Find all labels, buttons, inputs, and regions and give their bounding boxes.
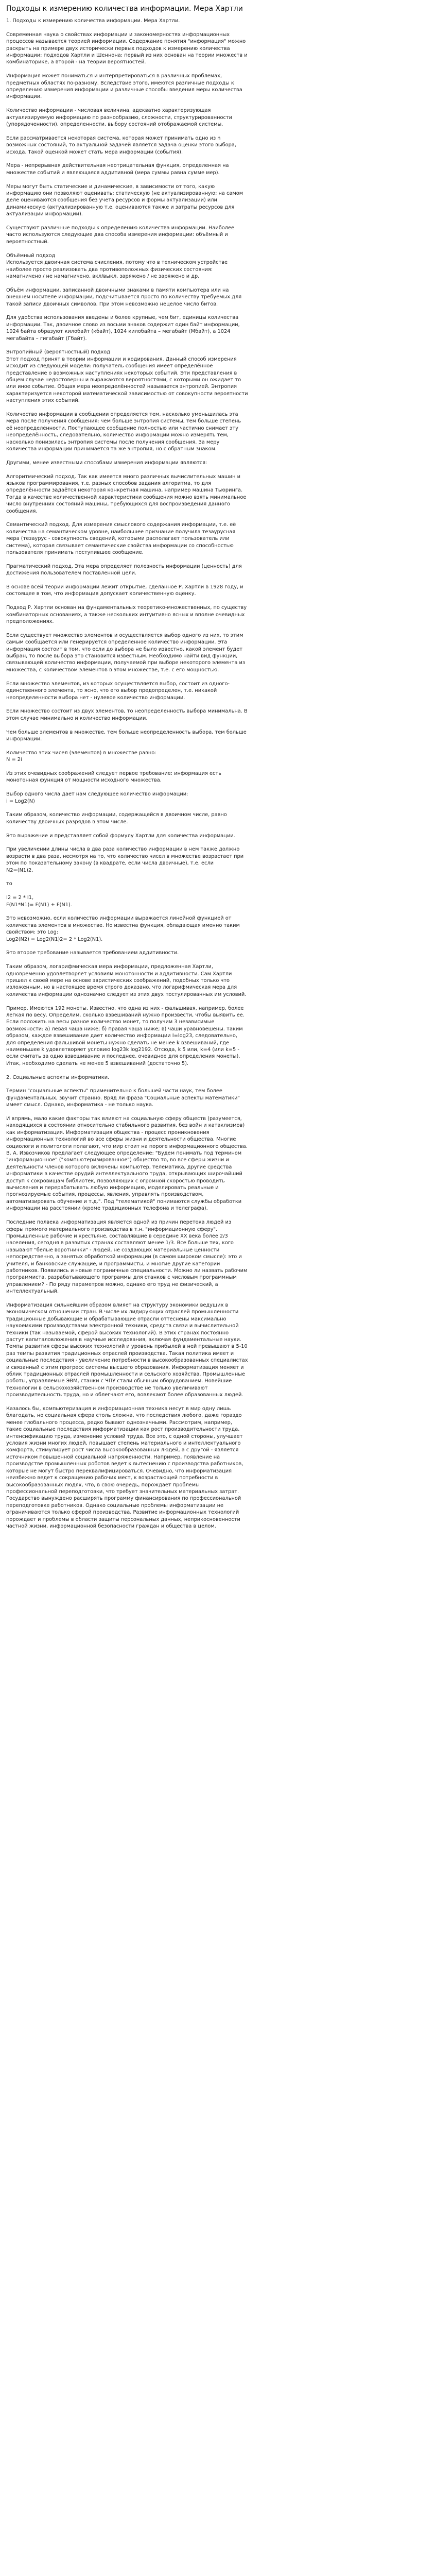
- paragraph: то: [6, 881, 12, 887]
- paragraph: Мера - непрерывная действительная неотрицательная функция, определенная на множестве событий и являющаяся аддитивной (мера суммы равна сумме мер).: [6, 163, 229, 176]
- paragraph: Это выражение и представляет собой формулу Хартли для количества информации.: [6, 833, 235, 839]
- paragraph: Из этих очевидных соображений следует первое требование: информация есть монотонная функция от мощности исходного множества.: [6, 770, 221, 784]
- paragraph: Если множество состоит из двух элементов, то неопределенность выбора минимальна. В этом случае минимально и количество информации.: [6, 708, 248, 721]
- section-heading: 1. Подходы к измерению количества информации. Мера Хартли.: [6, 18, 180, 24]
- paragraph: Казалось бы, компьютеризация и информационная техника несут в мир одну лишь благодать, но социальная сфера столь сложна, что последствия любого, даже гораздо менее глобального процесса, редко бывают однозначными. Рассмотрим, например, такие социальные последствия информатизации как рост производительности труда, интенсификацию труда, изменение условий труда. Все это, с одной стороны, улучшает условия жизни многих людей, повышает степень материального и интеллектуального комфорта, стимулирует рост числа высокообразованных людей, а с другой - является источником повышенной социальной напряженности. Например, появление на производстве промышленных роботов ведет к вытеснению с производства работников, которые не могут быстро переквалифицироваться. Очевидно, что информатизация неизбежно ведет к сокращению рабочих мест, к возрастающей потребности в высокообразованных людях, что, в свою очередь, порождает проблемы профессиональной переподготовки, что требует значительных материальных затрат. Государство вынуждено расширять программу финансирования по профессиональной переподготовке работников. Однако социальные проблемы информатизации не ограничиваются только сферой производства. Развитие информационных технологий порождает и проблемы в области защиты персональных данных, неприкосновенности частной жизни, информационной безопасности граждан и общества в целом.: [6, 1406, 243, 1529]
- paragraph: Если существует множество элементов и осуществляется выбор одного из них, то этим самым сообщается или генерируется определенное количество информации. Эта информация состоит в том, что если до выбора не было известно, какой элемент будет выбран, то после выбора это становится известным. Необходимо найти вид функции, связывающей количество информации, получаемой при выборе некоторого элемента из множества, с количеством элементов в этом множестве, т.е. с его мощностью.: [6, 632, 246, 673]
- paragraph: При увеличении длины числа в два раза количество информации в нем также должно возрасти в два раза, несмотря на то, что количество чисел в множестве возрастает при этом по показательному закону (в квадрате, если числа двоичные), т.е. если: [6, 846, 244, 867]
- paragraph: Таким образом, количество информации, содержащейся в двоичном числе, равно количеству двоичных разрядов в этом числе.: [6, 812, 227, 825]
- paragraph: В основе всей теории информации лежит открытие, сделанное Р. Хартли в 1928 году, и состоящее в том, что информация допускает количественную оценку.: [6, 584, 243, 597]
- paragraph: N2=(N1)2,: [6, 867, 33, 873]
- paragraph: Объёмный подход: [6, 252, 56, 259]
- paragraph: Log2(N2) = Log2(N1)2= 2 * Log2(N1).: [6, 936, 103, 942]
- paragraph: Информатизация сильнейшим образом влияет на структуру экономики ведущих в экономическом отношении стран. В числе их лидирующих отраслей промышленности традиционные добывающие и обрабатывающие отрасли оттеснены максимально наукоемкими производствами электронной техники, средств связи и вычислительной техники (так называемой, сферой высоких технологий). В этих странах постоянно растут капиталовложения в научные исследования, включая фундаментальные науки. Темпы развития сферы высоких технологий и уровень прибылей в ней превышают в 5-10 раз темпы развития традиционных отраслей производства. Такая политика имеет и социальные последствия - увеличение потребности в высокообразованных специалистах и связанный с этим прогресс системы высшего образования. Информатизация меняет и облик традиционных отраслей промышленности и сельского хозяйства. Промышленные роботы, управляемые ЭВМ, станки с ЧПУ стали обычным оборудованием. Новейшие технологии в сельскохозяйственном производстве не только увеличивают производительность труда, но и облегчают его, вовлекают более образованных людей.: [6, 1302, 248, 1398]
- paragraph: Энтропийный (вероятностный) подход: [6, 349, 111, 355]
- paragraph: Последние полвека информатизация является одной из причин перетока людей из сферы прямого материального производства в т.н. "информационную сферу". Промышленные рабочие и крестьяне, составлявшие в середине XX века более 2/3 населения, сегодня в развитых странах составляют менее 1/3. Все больше тех, кого называют "белые воротнички" - людей, не создающих материальные ценности непосредственно, а занятых обработкой информации (в самом широком смысле): это и учителя, и банковские служащие, и программисты, и многие другие категории работников. Появились и новые пограничные специальности. Можно ли назвать рабочим программиста, разрабатывающего программы для станков с числовым программным управлением? - По ряду параметров можно, однако его труд не физический, а интеллектуальный.: [6, 1219, 248, 1295]
- paragraph: Меры могут быть статические и динамические, в зависимости от того, какую информацию они позволяют оценивать: статическую (не актуализированную; на самом деле оцениваются сообщения без учета ресурсов и формы актуализации) или динамическую (актуализированную т.е. оцениваются также и затраты ресурсов для актуализации информации).: [6, 183, 243, 217]
- paragraph: Если множество элементов, из которых осуществляется выбор, состоит из одного-единственного элемента, то ясно, что его выбор предопределен, т.е. никакой неопределенности выбора нет - нулевое количество информации.: [6, 681, 230, 701]
- paragraph: Чем больше элементов в множестве, тем больше неопределенность выбора, тем больше информации.: [6, 729, 247, 742]
- article-body: [6, 18, 248, 1530]
- paragraph: Термин "социальные аспекты" применительно к большей части наук, тем более фундаментальных, звучит странно. Вряд ли фраза "Социальные аспекты математики" имеет смысл. Однако, информатика - не только наука.: [6, 1088, 240, 1108]
- paragraph: Этот подход принят в теории информации и кодирования. Данный способ измерения исходит из следующей модели: получатель сообщения имеет определённое представление о возможных наступлениях некоторых событий. Эти представления в общем случае недостоверны и выражаются вероятностями, с которыми он ожидает то или иное событие. Общая мера неопределённостей называется энтропией. Энтропия характеризуется некоторой математической зависимостью от совокупности вероятности наступления этих событий.: [6, 356, 248, 404]
- paragraph: Другими, менее известными способами измерения информации являются:: [6, 460, 207, 466]
- paragraph: I2 = 2 * I1,: [6, 895, 34, 901]
- paragraph: F(N1*N1)= F(N1) + F(N1).: [6, 902, 72, 908]
- paragraph: Существуют различные подходы к определению количества информации. Наиболее часто используются следующие два способа измерения информации: объёмный и вероятностный.: [6, 225, 235, 245]
- paragraph: Если рассматривается некоторая система, которая может принимать одно из n возможных состояний, то актуальной задачей является задача оценки этого выбора, исхода. Такой оценкой может стать мера информации (события).: [6, 135, 236, 155]
- paragraph: Семантический подход. Для измерения смыслового содержания информации, т.е. её количества на семантическом уровне, наибольшее признание получила тезаурусная мера (тезаурус - совокупность сведений, которыми располагает пользователь или система), которая связывает семантические свойства информации со способностью пользователя принимать поступившее сообщение.: [6, 522, 236, 556]
- paragraph: Алгоритмический подход. Так как имеется много различных вычислительных машин и языков программирования, т.е. разных способов задания алгоритма, то для определённости задаётся некоторая конкретная машина, например машина Тьюринга. Тогда в качестве количественной характеристики сообщения можно взять минимальное число внутренних состояний машины, требующихся для воспроизведения данного сообщения.: [6, 473, 247, 514]
- paragraph: Выбор одного числа дает нам следующее количество информации:: [6, 791, 188, 798]
- paragraph: Количество этих чисел (элементов) в множестве равно:: [6, 750, 156, 756]
- paragraph: Прагматический подход. Эта мера определяет полезность информации (ценность) для достижения пользователем поставленной цели.: [6, 563, 242, 577]
- paragraph: Это второе требование называется требованием аддитивности.: [6, 950, 179, 956]
- paragraph: Информация может пониматься и интерпретироваться в различных проблемах, предметных областях по-разному. Вследствие этого, имеются различные подходы к определению измерения информации и различные способы введения меры количества информации.: [6, 73, 242, 100]
- paragraph: Используется двоичная система счисления, потому что в техническом устройстве наиболее просто реализовать два противоположных физических состояния: намагничено / не намагничено, вкл/выкл, заряжено / не заряжено и др.: [6, 260, 228, 279]
- paragraph: Современная наука о свойствах информации и закономерностях информационных процессов называется теорией информации. Содержание понятия "информация" можно раскрыть на примере двух исторически первых подходов к измерению количества информации: подходов Хартли и Шеннона: первый из них основан на теории множеств и комбинаторике, а второй - на теории вероятностей.: [6, 31, 248, 65]
- paragraph: Для удобства использования введены и более крупные, чем бит, единицы количества информации. Так, двоичное слово из восьми знаков содержит один байт информации, 1024 байта образуют килобайт (кбайт), 1024 килобайта – мегабайт (Мбайт), а 1024 мегабайта – гигабайт (Гбайт).: [6, 315, 240, 342]
- paragraph: Это невозможно, если количество информации выражается линейной функцией от количества элементов в множестве. Но известна функция, обладающая именно таким свойством: это Log:: [6, 916, 240, 936]
- paragraph: Подход Р. Хартли основан на фундаментальных теоретико-множественных, по существу комбинаторных основаниях, а также нескольких интуитивно ясных и вполне очевидных предположениях.: [6, 605, 247, 625]
- paragraph: Объём информации, записанной двоичными знаками в памяти компьютера или на внешнем носителе информации, подсчитывается просто по количеству требуемых для такой записи двоичных символов. При этом невозможно нецелое число битов.: [6, 287, 242, 307]
- paragraph: Пример. Имеются 192 монеты. Известно, что одна из них - фальшивая, например, более легкая по весу. Определим, сколько взвешиваний нужно произвести, чтобы выявить ее. Если положить на весы разное количество монет, то получим 3 независимые возможности: а) левая чаша ниже; б) правая чаша ниже; в) чаши уравновешены. Таким образом, каждое взвешивание дает количество информации I=log23, следовательно, для определения фальшивой монеты нужно сделать не менее k взвешиваний, где наименьшее k удовлетворяет условию log23k log2192. Отсюда, k 5 или, k=4 (или k=5 - если считать за одно взвешивание и последнее, очевидное для определения монеты). Итак, необходимо сделать не менее 5 взвешиваний (достаточно 5).: [6, 1005, 245, 1066]
- paragraph: Таким образом, логарифмическая мера информации, предложенная Хартли, одновременно удовлетворяет условиям монотонности и аддитивности. Сам Хартли пришел к своей мере на основе эвристических соображений, подобных только что изложенным, но в настоящее время строго доказано, что логарифмическая мера для количества информации однозначно следует из этих двух постулированных им условий.: [6, 964, 247, 997]
- paragraph: И впрямь, мало какие факторы так влияют на социальную сферу обществ (разумеется, находящихся в состоянии относительно стабильного развития, без войн и катаклизмов) как информатизация. Информатизация общества - процесс проникновения информационных технологий во все сферы жизни и деятельности общества. Многие социологи и политологи полагают, что мир стоит на пороге информационного общества. В. А. Извозчиков предлагает следующее определение: "Будем понимать под термином "информационное" ("компьютеризированное") общество то, во все сферы жизни и деятельности членов которого включены компьютер, телематика, другие средства информатики в качестве орудий интеллектуального труда, открывающих широчайший доступ к сокровищам библиотек, позволяющих с огромной скоростью проводить вычисления и перерабатывать любую информацию, моделировать реальные и прогнозируемые события, процессы, явления, управлять производством, автоматизировать обучение и т.д.". Под "телематикой" понимаются службы обработки информации на расстоянии (кроме традиционных телефона и телеграфа).: [6, 1116, 248, 1212]
- section-heading: 2. Социальные аспекты информатики.: [6, 1074, 110, 1080]
- paragraph: N = 2i: [6, 757, 22, 763]
- paragraph: Количество информации в сообщении определяется тем, насколько уменьшилась эта мера после получения сообщения: чем больше энтропия системы, тем больше степень её неопределённости. Поступающее сообщение полностью или частично снимает эту неопределённость, следовательно, количество информации можно измерять тем, насколько понизилась энтропия системы после получения сообщения. За меру количества информации принимается та же энтропия, но с обратным знаком.: [6, 411, 241, 452]
- paragraph: Количество информации - числовая величина, адекватно характеризующая актуализируемую информацию по разнообразию, сложности, структурированности (упорядоченности), определенности, выбору состояний отображаемой системы.: [6, 108, 232, 128]
- page-title: Подходы к измерению количества информации. Мера Хартли: [6, 5, 243, 13]
- paragraph: i = Log2(N): [6, 798, 35, 804]
